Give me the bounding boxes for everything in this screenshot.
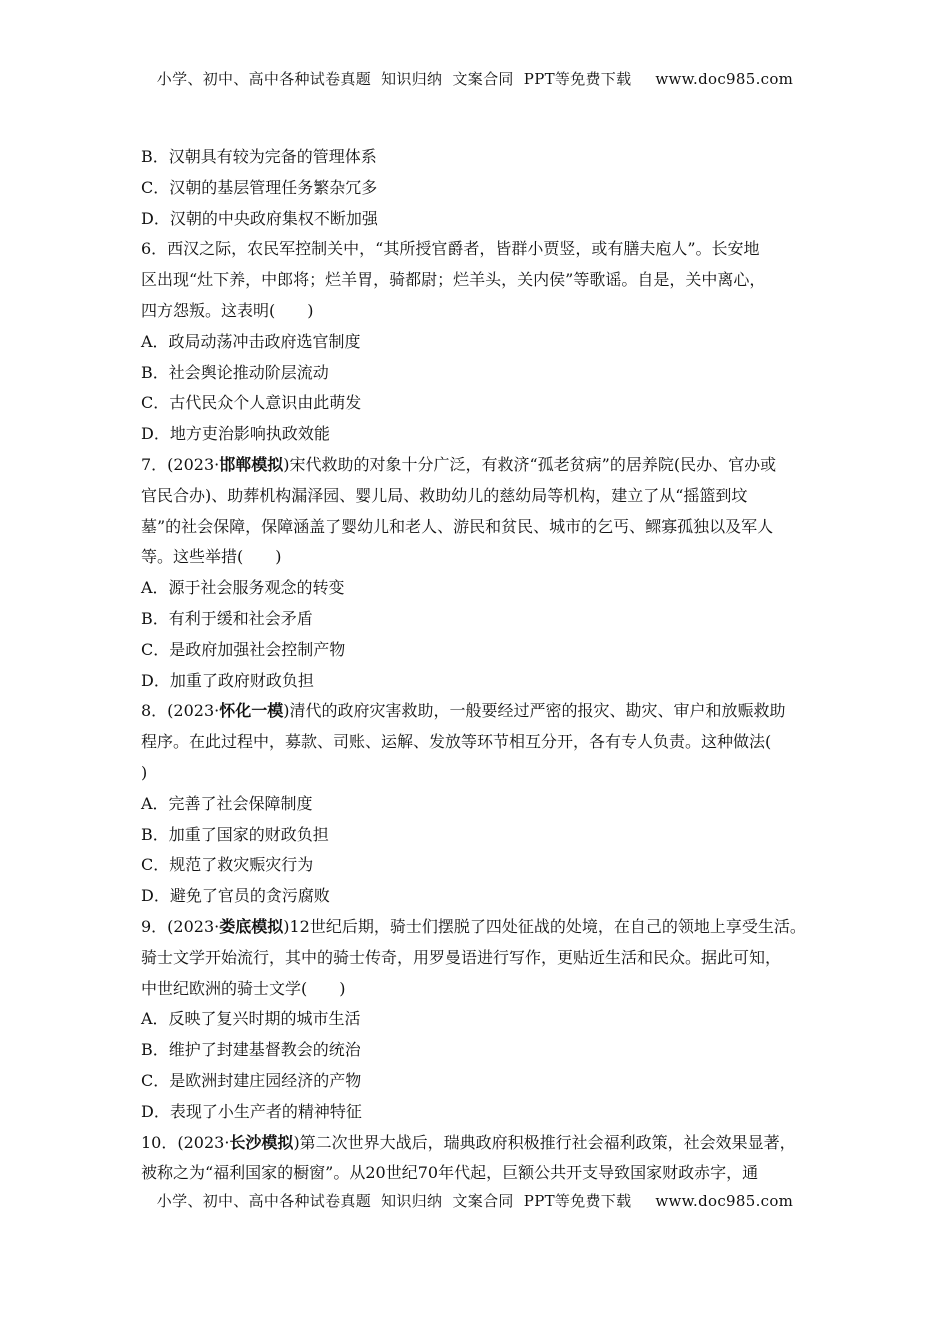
q8-stem-line-1 xyxy=(141,696,821,727)
q9-option-d: D．表现了小生产者的精神特征 xyxy=(141,1101,362,1121)
q6-stem-line-2: 区出现“灶下养，中郎将；烂羊胃，骑都尉；烂羊头，关内侯”等歌谣。自是，关中离心， xyxy=(141,270,766,290)
q8-option-d: D．避免了官员的贪污腐败 xyxy=(141,886,330,906)
q7-option-c: C．是政府加强社会控制产物 xyxy=(141,639,346,659)
q8-option-c: C．规范了救灾赈灾行为 xyxy=(141,855,314,875)
q9-source: 娄底模拟 xyxy=(219,916,284,936)
q8-prefix: 8．(2023· xyxy=(141,701,220,721)
q8-option-b: B．加重了国家的财政负担 xyxy=(141,824,329,844)
q9-first-rest: )12世纪后期，骑士们摆脱了四处征战的处境，在自己的领地上享受生活。 xyxy=(283,916,806,936)
q7-option-d: D．加重了政府财政负担 xyxy=(141,670,314,690)
q9-prefix: 9．(2023· xyxy=(141,916,220,936)
q7-option-b: B．有利于缓和社会矛盾 xyxy=(141,608,313,628)
q10-stem-line-1 xyxy=(141,1128,821,1159)
q7-stem-line-4: 等。这些举措( ) xyxy=(141,547,282,567)
q10-stem-line-2: 被称之为“福利国家的橱窗”。从20世纪70年代起，巨额公共开支导致国家财政赤字，通 xyxy=(141,1163,759,1183)
q9-stem-line-2: 骑士文学开始流行，其中的骑士传奇，用罗曼语进行写作，更贴近生活和民众。据此可知， xyxy=(141,947,782,967)
q9-stem-line-1 xyxy=(141,912,821,943)
footer-url: www.doc985.com xyxy=(655,1192,794,1210)
q10-first-rest: )第二次世界大战后，瑞典政府积极推行社会福利政策，社会效果显著， xyxy=(293,1132,796,1152)
q8-first-rest: )清代的政府灾害救助，一般要经过严密的报灾、勘灾、审户和放赈救助 xyxy=(283,701,786,721)
question-content xyxy=(141,142,821,1189)
q9-option-a: A．反映了复兴时期的城市生活 xyxy=(141,1009,361,1029)
q5-option-d: D．汉朝的中央政府集权不断加强 xyxy=(141,208,378,228)
q7-first-rest: )宋代救助的对象十分广泛，有救济“孤老贫病”的居养院(民办、官办或 xyxy=(283,454,777,474)
q9-option-c: C．是欧洲封建庄园经济的产物 xyxy=(141,1070,362,1090)
q7-stem-line-2: 官民合办)、助葬机构漏泽园、婴儿局、救助幼儿的慈幼局等机构，建立了从“摇篮到坟 xyxy=(141,485,748,505)
q6-stem-line-1: 6．西汉之际，农民军控制关中，“其所授官爵者，皆群小贾竖，或有膳夫庖人”。长安地 xyxy=(141,239,760,259)
q6-option-a: A．政局动荡冲击政府选官制度 xyxy=(141,331,361,351)
q6-stem-line-3: 四方怨叛。这表明( ) xyxy=(141,300,314,320)
q5-option-c: C．汉朝的基层管理任务繁杂冗多 xyxy=(141,177,378,197)
q8-stem-line-3: ) xyxy=(141,762,148,782)
q5-option-b: B．汉朝具有较为完备的管理体系 xyxy=(141,147,377,166)
q7-option-a: A．源于社会服务观念的转变 xyxy=(141,578,345,598)
footer-text: 小学、初中、高中各种试卷真题 知识归纳 文案合同 PPT等免费下载 xyxy=(156,1192,632,1210)
q10-prefix: 10．(2023· xyxy=(141,1132,230,1152)
q7-stem-line-1 xyxy=(141,450,821,481)
q7-prefix: 7．(2023· xyxy=(141,454,220,474)
header-url: www.doc985.com xyxy=(655,70,794,88)
q9-option-b: B．维护了封建基督教会的统治 xyxy=(141,1040,361,1060)
q8-source: 怀化一模 xyxy=(219,701,284,721)
q10-source: 长沙模拟 xyxy=(229,1132,294,1152)
q6-option-b: B．社会舆论推动阶层流动 xyxy=(141,362,329,382)
q8-option-a: A．完善了社会保障制度 xyxy=(141,793,313,813)
q8-stem-line-2: 程序。在此过程中，募款、司账、运解、发放等环节相互分开，各有专人负责。这种做法( xyxy=(141,732,772,752)
q7-stem-line-3: 墓”的社会保障，保障涵盖了婴幼儿和老人、游民和贫民、城市的乞丐、鳏寡孤独以及军人 xyxy=(141,516,774,536)
header-text: 小学、初中、高中各种试卷真题 知识归纳 文案合同 PPT等免费下载 xyxy=(156,70,632,88)
q6-option-c: C．古代民众个人意识由此萌发 xyxy=(141,393,362,413)
page-footer xyxy=(0,1190,950,1211)
q9-stem-line-3: 中世纪欧洲的骑士文学( ) xyxy=(141,978,346,998)
q7-source: 邯郸模拟 xyxy=(219,454,284,474)
page-header xyxy=(0,68,950,89)
q6-option-d: D．地方吏治影响执政效能 xyxy=(141,424,330,444)
